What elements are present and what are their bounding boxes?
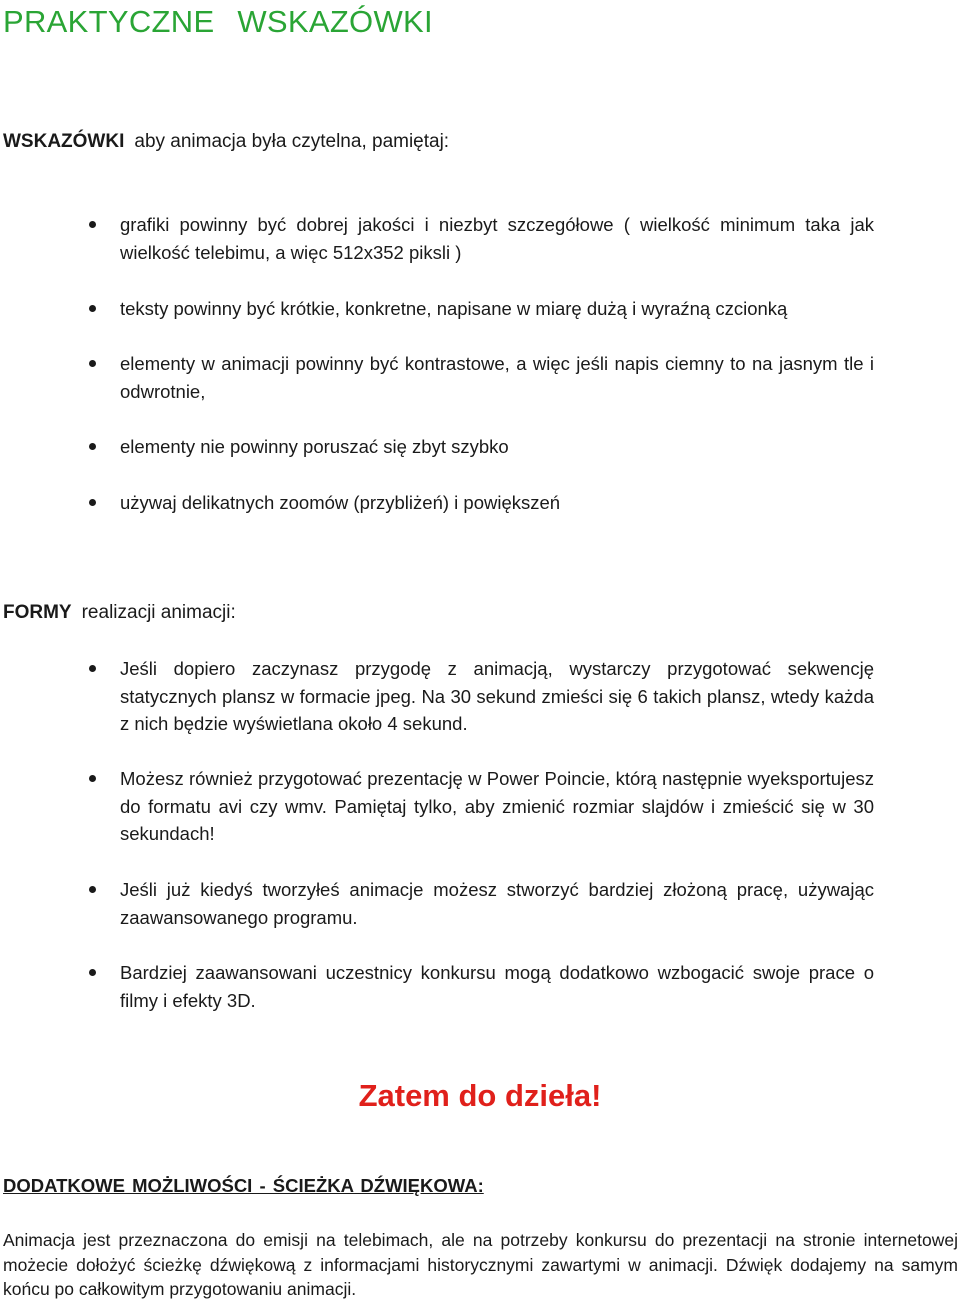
forms-section-heading: [3, 601, 236, 625]
tip-item-text: grafiki powinny być dobrej jakości i niezbyt szczegółowe ( wielkość minimum taka jak wielkość telebimu, a więc 512x352 piksli ): [120, 214, 874, 263]
closing-call-to-action: Zatem do dzieła!: [358, 1078, 602, 1113]
bullet-icon: [89, 499, 96, 506]
form-item-text: Bardziej zaawansowani uczestnicy konkursu mogą dodatkowo wzbogacić swoje prace o filmy i efekty 3D.: [120, 962, 874, 1011]
forms-section-label: FORMY: [3, 602, 72, 623]
bullet-icon: [89, 305, 96, 312]
bullet-icon: [89, 969, 96, 976]
tip-item: [120, 295, 874, 323]
bullet-icon: [89, 775, 96, 782]
tip-item-text: używaj delikatnych zoomów (przybliżeń) i powiększeń: [120, 492, 561, 513]
form-item-text: Jeśli dopiero zaczynasz przygodę z animacją, wystarczy przygotować sekwencję statycznych plansz w formacie jpeg. Na 30 sekund zmieści się 6 takich plansz, wtedy każda z nich będzie wyświetlana około 4 sekund.: [120, 658, 874, 734]
bullet-icon: [89, 221, 96, 228]
tips-section-label: WSKAZÓWKI: [3, 131, 125, 152]
tip-item: [120, 211, 874, 266]
form-item: [120, 959, 874, 1014]
bullet-icon: [89, 443, 96, 450]
tip-item-text: elementy nie powinny poruszać się zbyt szybko: [120, 436, 509, 457]
tip-item: [120, 489, 874, 517]
form-item: [120, 876, 874, 931]
forms-section-text: realizacji animacji:: [81, 602, 236, 623]
form-item: [120, 765, 874, 848]
form-item-text: Jeśli już kiedyś tworzyłeś animacje możesz stworzyć bardziej złożoną pracę, używając zaawansowanego programu.: [120, 879, 874, 928]
tips-section-text: aby animacja była czytelna, pamiętaj:: [134, 131, 450, 152]
sound-track-heading: DODATKOWE MOŻLIWOŚCI - ŚCIEŻKA DŹWIĘKOWA:: [3, 1175, 484, 1196]
bullet-icon: [89, 360, 96, 367]
tip-item-text: elementy w animacji powinny być kontrastowe, a więc jeśli napis ciemny to na jasnym tle i odwrotnie,: [120, 353, 874, 402]
bullet-icon: [89, 665, 96, 672]
tip-item: [120, 350, 874, 405]
form-item: [120, 655, 874, 738]
bullet-icon: [89, 886, 96, 893]
tip-item: [120, 433, 874, 461]
tip-item-text: teksty powinny być krótkie, konkretne, napisane w miarę dużą i wyraźną czcionką: [120, 298, 788, 319]
page-title: PRAKTYCZNE WSKAZÓWKI: [3, 4, 433, 39]
sound-track-description: Animacja jest przeznaczona do emisji na telebimach, ale na potrzeby konkursu do prezentacji na stronie internetowej możecie dołożyć ścieżkę dźwiękową z informacjami historycznymi zawartymi w animacji. Dźwięk dodajemy na samym końcu po całkowitym przygotowaniu animacji.: [3, 1230, 958, 1299]
tips-section-heading: [3, 130, 449, 154]
form-item-text: Możesz również przygotować prezentację w Power Poincie, którą następnie wyeksportujesz do formatu avi czy wmv. Pamiętaj tylko, aby zmienić rozmiar slajdów i zmieścić się w 30 sekundach!: [120, 768, 874, 844]
